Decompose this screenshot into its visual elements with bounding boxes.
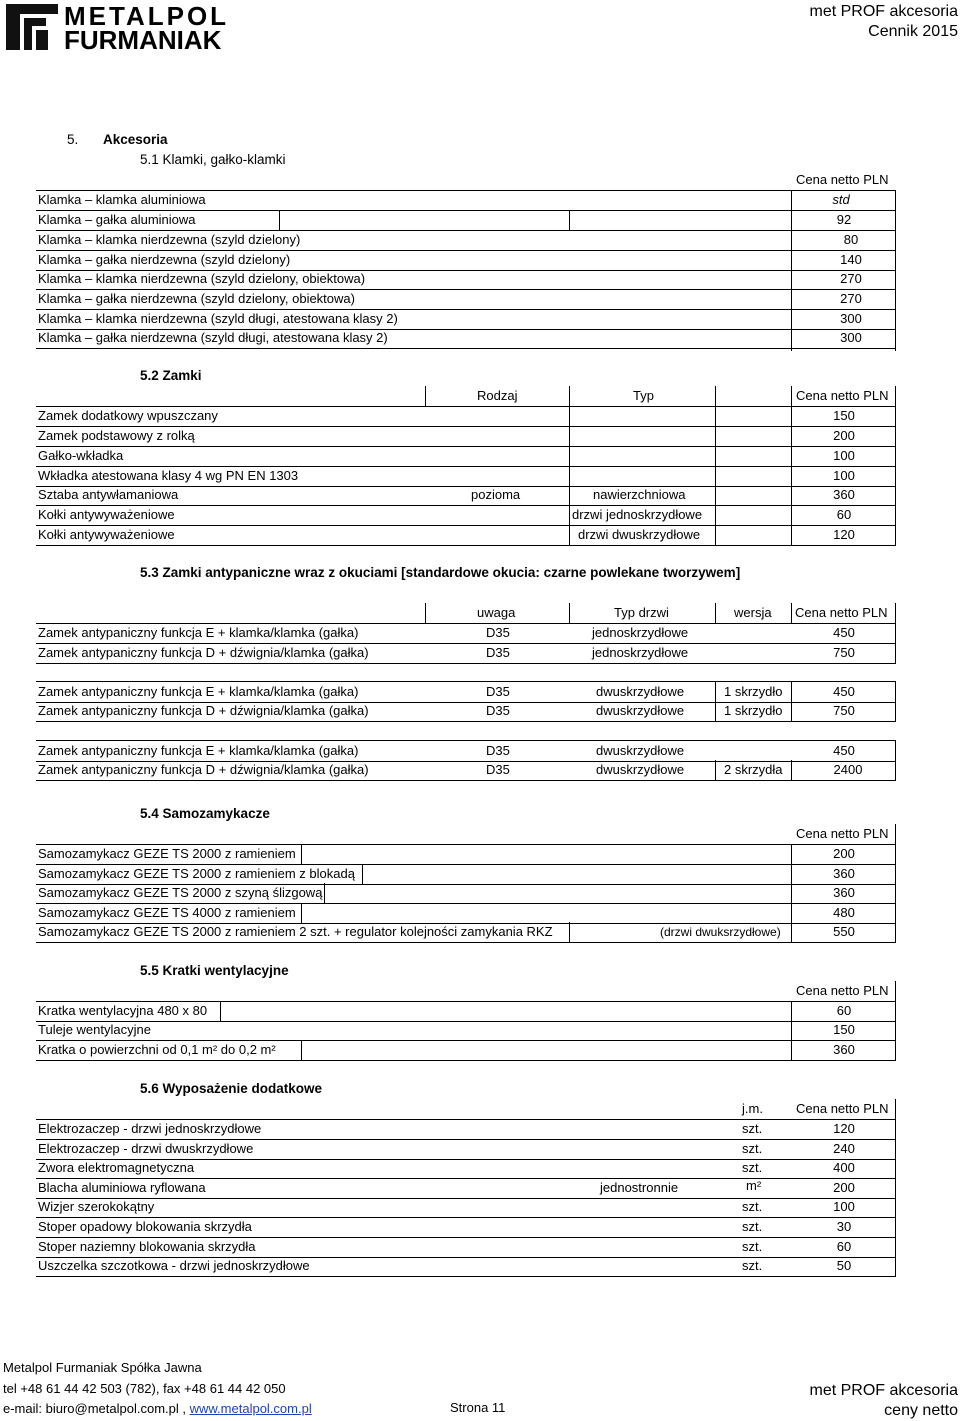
row-price: 300	[840, 311, 862, 326]
subsection-title-5-4: 5.4 Samozamykacze	[140, 806, 270, 821]
row-price: 200	[833, 1180, 855, 1195]
row-name: Zamek antypaniczny funkcja E + klamka/klamka (gałka)	[38, 684, 359, 699]
table-header	[425, 603, 896, 624]
row-note: (drzwi dwuksrzydłowe)	[660, 925, 781, 939]
row-wersja: 1 skrzydło	[724, 684, 783, 699]
row-jm: szt.	[742, 1199, 763, 1214]
row-price: 140	[840, 252, 862, 267]
row-typ: dwuskrzydłowe	[596, 762, 685, 777]
row-name: Elektrozaczep - drzwi dwuskrzydłowe	[38, 1141, 254, 1156]
row-name: Stoper naziemny blokowania skrzydła	[38, 1239, 256, 1254]
row-typ: drzwi dwuskrzydłowe	[578, 527, 701, 542]
row-price: 80	[843, 232, 859, 247]
col-rodzaj: Rodzaj	[477, 388, 518, 403]
row-name: Samozamykacz GEZE TS 2000 z ramieniem	[38, 846, 296, 861]
row-price: 100	[833, 468, 855, 483]
subsection-title-5-6: 5.6 Wyposażenie dodatkowe	[140, 1081, 323, 1096]
table-row	[36, 1237, 896, 1258]
row-name: Zamek antypaniczny funkcja D + dźwignia/klamka (gałka)	[38, 703, 369, 718]
row-name: Zwora elektromagnetyczna	[38, 1160, 195, 1175]
table-row	[36, 1119, 896, 1140]
row-price: 30	[836, 1219, 852, 1234]
row-price: 750	[833, 645, 855, 660]
header-right-line1: met PROF akcesoria	[809, 3, 958, 20]
table-row	[36, 643, 896, 664]
table-row	[36, 505, 896, 526]
row-name: Samozamykacz GEZE TS 2000 z ramieniem 2 szt. + regulator kolejności zamykania RKZ	[38, 924, 553, 939]
row-typ: nawierzchniowa	[593, 487, 686, 502]
table-row	[36, 1020, 896, 1041]
row-name: Samozamykacz GEZE TS 2000 z szyną ślizgową	[38, 885, 323, 900]
row-typ: dwuskrzydłowe	[596, 743, 685, 758]
col-typ: Typ	[633, 388, 654, 403]
table-header	[36, 981, 896, 1002]
row-price: 270	[840, 271, 862, 286]
row-price: 270	[840, 291, 862, 306]
row-name: Samozamykacz GEZE TS 4000 z ramieniem	[38, 905, 296, 920]
table-row	[36, 760, 896, 781]
row-price: 92	[836, 212, 852, 227]
col-price: Cena netto PLN	[795, 605, 888, 620]
subsection-title-5-3: 5.3 Zamki antypaniczne wraz z okuciami [standardowe okucia: czarne powlekane tworzywem]	[140, 565, 741, 580]
row-name: Klamka – klamka aluminiowa	[38, 192, 206, 207]
row-price: 750	[833, 703, 855, 718]
row-price: 60	[836, 507, 852, 522]
row-price: 60	[836, 1003, 852, 1018]
col-price: Cena netto PLN	[796, 826, 889, 841]
table-row	[36, 309, 896, 330]
row-jm: szt.	[742, 1141, 763, 1156]
table-row	[36, 883, 896, 904]
logo-text-metalpol: METALPOL	[64, 1, 230, 31]
row-name: Elektrozaczep - drzwi jednoskrzydłowe	[38, 1121, 262, 1136]
row-name: Wkładka atestowana klasy 4 wg PN EN 1303	[38, 468, 299, 483]
table-header	[36, 386, 896, 407]
row-name: Zamek antypaniczny funkcja D + dźwignia/klamka (gałka)	[38, 762, 369, 777]
row-name: Zamek antypaniczny funkcja D + dźwignia/klamka (gałka)	[38, 645, 369, 660]
row-price: 450	[833, 743, 855, 758]
row-price: 100	[833, 1199, 855, 1214]
row-price: 360	[833, 885, 855, 900]
row-jm: szt.	[742, 1121, 763, 1136]
table-row	[36, 1197, 896, 1218]
table-row	[36, 250, 896, 271]
table-row	[36, 844, 896, 865]
row-price: 480	[833, 905, 855, 920]
row-name: Blacha aluminiowa ryflowana	[38, 1180, 206, 1195]
col-price: Cena netto PLN	[796, 172, 889, 187]
logo-text-furmaniak: FURMANIAK	[64, 25, 222, 55]
col-jm: j.m.	[742, 1101, 763, 1116]
table-row	[36, 741, 896, 762]
row-price: 2400	[833, 762, 863, 777]
row-price: 100	[833, 448, 855, 463]
footer-phone: tel +48 61 44 42 503 (782), fax +48 61 44 42 050	[3, 1381, 286, 1396]
table-header	[36, 1099, 896, 1119]
table-row	[36, 1217, 896, 1238]
row-typ: dwuskrzydłowe	[596, 684, 685, 699]
row-price: 400	[833, 1160, 855, 1175]
row-name: Zamek dodatkowy wpuszczany	[38, 408, 218, 423]
row-uwaga: D35	[486, 645, 510, 660]
table-header	[36, 824, 896, 845]
table-row	[36, 485, 896, 506]
table-row	[36, 1158, 896, 1179]
row-typ: jednoskrzydłowe	[592, 625, 689, 640]
subsection-title-5-5: 5.5 Kratki wentylacyjne	[140, 963, 289, 978]
row-price: 50	[836, 1258, 852, 1273]
row-price: 550	[833, 924, 855, 939]
row-uwaga: D35	[486, 703, 510, 718]
row-name: Klamka – klamka nierdzewna (szyld dzielony, obiektowa)	[38, 271, 366, 286]
row-name: Uszczelka szczotkowa - drzwi jednoskrzydłowe	[38, 1258, 310, 1273]
row-name: Kratka o powierzchni od 0,1 m² do 0,2 m²	[38, 1042, 276, 1057]
row-wersja: 1 skrzydło	[724, 703, 783, 718]
row-price: 450	[833, 684, 855, 699]
logo-mark-icon	[6, 4, 58, 50]
row-price: 120	[833, 1121, 855, 1136]
table-row	[36, 1040, 896, 1061]
table-row	[36, 426, 896, 447]
footer-right-line1: met PROF akcesoria	[809, 1382, 958, 1399]
table-row	[36, 682, 896, 703]
table-row	[36, 328, 896, 349]
footer-company: Metalpol Furmaniak Spółka Jawna	[3, 1360, 202, 1375]
row-typ: dwuskrzydłowe	[596, 703, 685, 718]
row-wersja: 2 skrzydła	[724, 762, 783, 777]
table-row	[36, 922, 896, 943]
table-row	[36, 289, 896, 310]
table-row	[36, 1139, 896, 1160]
table-row	[36, 623, 896, 644]
row-rodzaj: pozioma	[471, 487, 521, 502]
footer-right-line2: ceny netto	[884, 1402, 958, 1419]
row-jm: szt.	[742, 1239, 763, 1254]
col-typ-drzwi: Typ drzwi	[614, 605, 669, 620]
subsection-title-5-1: 5.1 Klamki, gałko-klamki	[140, 152, 286, 167]
row-name: Zamek antypaniczny funkcja E + klamka/klamka (gałka)	[38, 625, 359, 640]
col-price: Cena netto PLN	[796, 1101, 889, 1116]
row-price: 360	[833, 1042, 855, 1057]
row-name: Tuleje wentylacyjne	[38, 1022, 151, 1037]
row-name: Sztaba antywłamaniowa	[38, 487, 179, 502]
table-row	[36, 210, 896, 231]
col-price: Cena netto PLN	[796, 388, 889, 403]
row-price: 360	[833, 487, 855, 502]
col-wersja: wersja	[734, 605, 772, 620]
row-price: 200	[833, 428, 855, 443]
table-row	[36, 466, 896, 487]
row-price: 300	[840, 330, 862, 345]
table-row	[36, 446, 896, 467]
subsection-title-5-2: 5.2 Zamki	[140, 368, 202, 383]
table-header	[36, 170, 896, 191]
col-price: Cena netto PLN	[796, 983, 889, 998]
row-typ: jednoskrzydłowe	[592, 645, 689, 660]
table-row	[36, 1256, 896, 1277]
col-uwaga: uwaga	[477, 605, 516, 620]
row-name: Zamek antypaniczny funkcja E + klamka/klamka (gałka)	[38, 743, 359, 758]
row-note: jednostronnie	[600, 1180, 679, 1195]
row-price: 450	[833, 625, 855, 640]
company-logo	[6, 1, 256, 55]
row-price: 240	[833, 1141, 855, 1156]
table-row	[36, 190, 896, 211]
table-row	[36, 525, 896, 546]
row-price: 150	[833, 1022, 855, 1037]
header-right-line2: Cennik 2015	[868, 23, 958, 40]
footer-email	[3, 1399, 312, 1419]
section-title: Akcesoria	[103, 132, 168, 147]
row-price: 200	[833, 846, 855, 861]
row-price: 120	[833, 527, 855, 542]
table-row	[36, 1001, 896, 1022]
row-name: Zamek podstawowy z rolką	[38, 428, 195, 443]
row-name: Klamka – gałka nierdzewna (szyld dzielony)	[38, 252, 291, 267]
row-name: Klamka – klamka nierdzewna (szyld dzielony)	[38, 232, 301, 247]
footer-email-text: e-mail: biuro@metalpol.com.pl ,	[3, 1401, 186, 1416]
row-name: Stoper opadowy blokowania skrzydła	[38, 1219, 252, 1234]
row-name: Gałko-wkładka	[38, 448, 124, 463]
table-row	[36, 230, 896, 251]
row-name: Kratka wentylacyjna 480 x 80	[38, 1003, 208, 1018]
row-name: Klamka – gałka aluminiowa	[38, 212, 196, 227]
row-jm: m²	[746, 1178, 762, 1193]
row-name: Klamka – gałka nierdzewna (szyld długi, atestowana klasy 2)	[38, 330, 388, 345]
footer-website-link[interactable]: www.metalpol.com.pl	[189, 1401, 312, 1416]
table-row	[36, 1178, 896, 1199]
row-uwaga: D35	[486, 743, 510, 758]
row-price: 60	[836, 1239, 852, 1254]
row-price: 150	[833, 408, 855, 423]
row-price: std	[832, 192, 850, 207]
table-row	[36, 701, 896, 722]
row-name: Kołki antywyważeniowe	[38, 507, 175, 522]
row-name: Klamka – klamka nierdzewna (szyld długi, atestowana klasy 2)	[38, 311, 398, 326]
section-number: 5.	[67, 132, 79, 147]
table-row	[36, 406, 896, 427]
row-jm: szt.	[742, 1219, 763, 1234]
row-typ: drzwi jednoskrzydłowe	[572, 507, 703, 522]
row-name: Wizjer szerokokątny	[38, 1199, 155, 1214]
table-row	[36, 269, 896, 290]
page-number: Strona 11	[450, 1400, 506, 1415]
row-price: 360	[833, 866, 855, 881]
table-row	[36, 903, 896, 924]
row-name: Kołki antywyważeniowe	[38, 527, 175, 542]
table-row	[36, 864, 896, 885]
row-name: Klamka – gałka nierdzewna (szyld dzielony, obiektowa)	[38, 291, 355, 306]
row-jm: szt.	[742, 1160, 763, 1175]
row-uwaga: D35	[486, 762, 510, 777]
row-uwaga: D35	[486, 625, 510, 640]
row-jm: szt.	[742, 1258, 763, 1273]
row-uwaga: D35	[486, 684, 510, 699]
row-name: Samozamykacz GEZE TS 2000 z ramieniem z blokadą	[38, 866, 355, 881]
